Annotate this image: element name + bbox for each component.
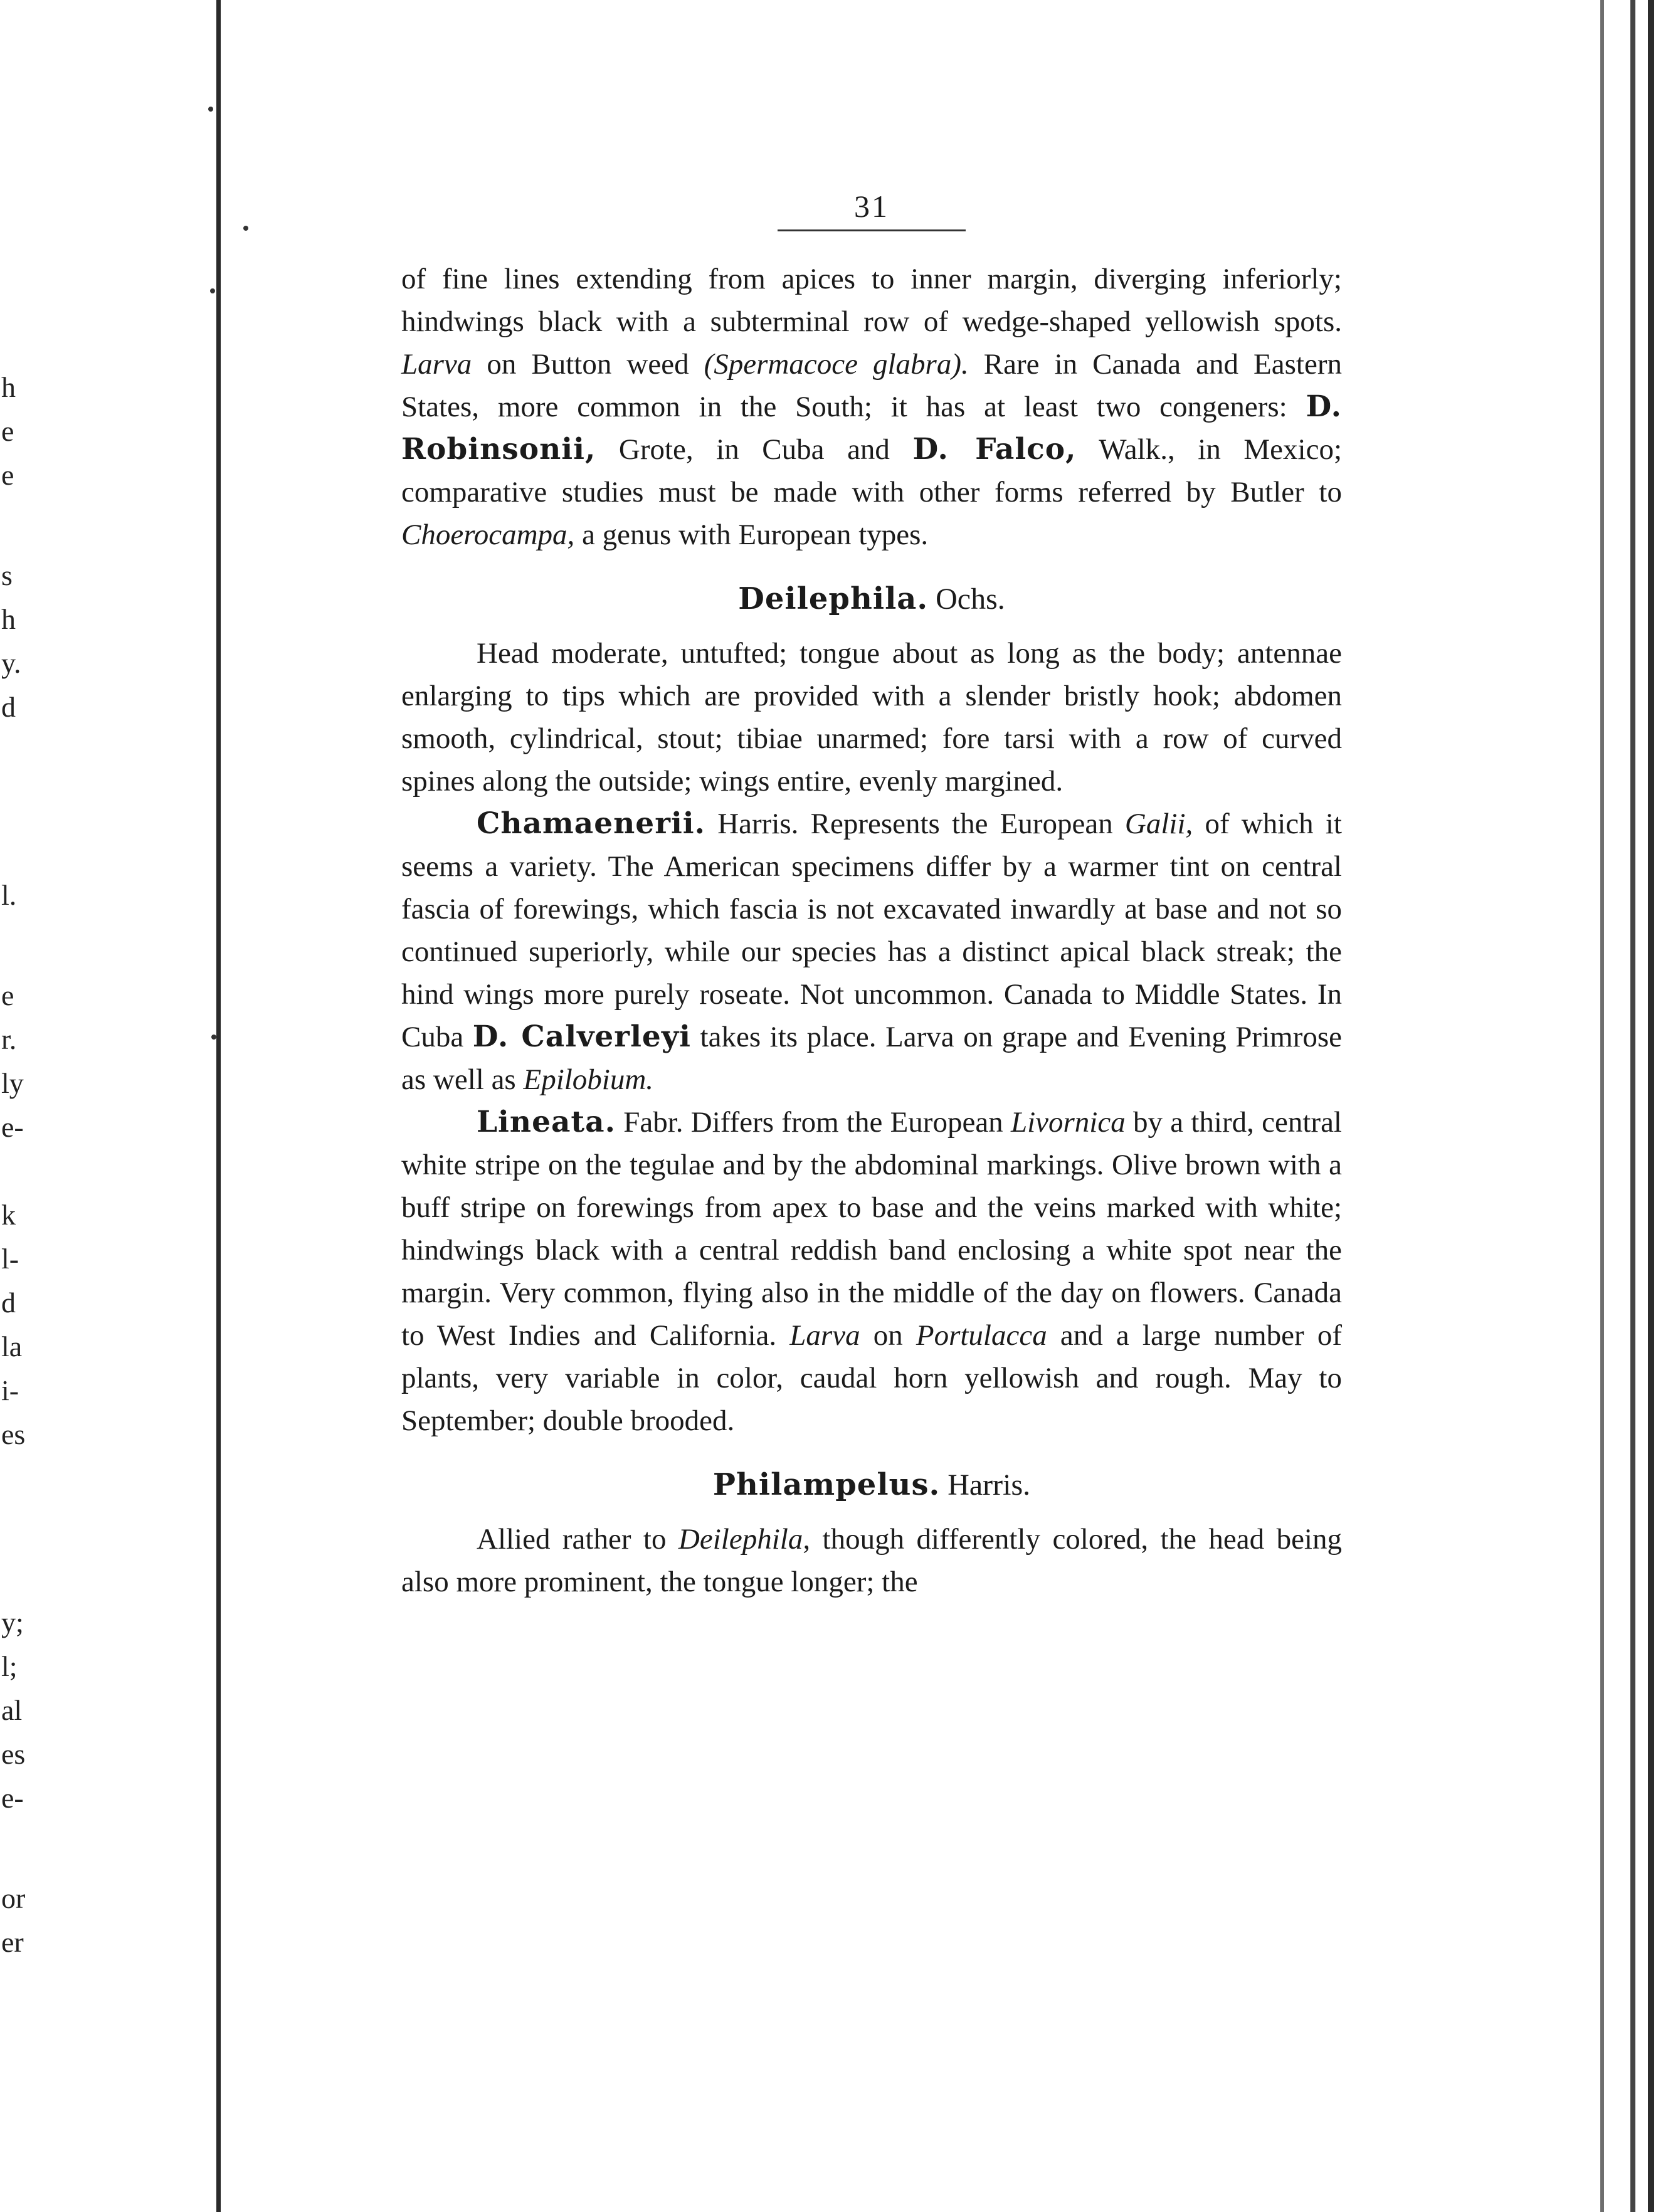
genus-heading-deilephila: Deilephila. Ochs.	[738, 581, 1005, 616]
margin-fragment: y.	[1, 647, 21, 679]
scan-speck	[210, 288, 215, 293]
margin-fragment: i-	[1, 1374, 19, 1406]
paragraph-continued: of fine lines extending from apices to inner margin, diverging inferiorly; hindwings black with a subterminal row of wedge-shaped yellowish spots. Larva on Button weed (Spermacoce glabra). Rare in Canada and Eastern States, more common in the South; it has at least two congeners: D. Robinsonii, Grote, in Cuba and D. Falco, Walk., in Mexico; comparative studies must be made with other forms referred by Butler to Choerocampa, a genus with European types.	[401, 263, 1342, 551]
genus-description-philampelus: Allied rather to Deilephila, though differently colored, the head being also more prominent, the tongue longer; the	[401, 1523, 1342, 1598]
scan-speck	[243, 226, 248, 231]
margin-fragment: ly	[1, 1067, 24, 1099]
genus-heading-philampelus: Philampelus. Harris.	[712, 1467, 1031, 1502]
margin-fragment: es	[1, 1738, 26, 1770]
margin-fragment: or	[1, 1882, 26, 1914]
species-entry-chamaenerii: Chamaenerii. Harris. Represents the European Galii, of which it seems a variety. The American specimens differ by a warmer tint on central fascia of forewings, which fascia is not excavated inwardly at base and not so continued superiorly, while our species has a distinct apical black streak; the hind wings more purely roseate. Not uncommon. Canada to Middle States. In Cuba D. Calverleyi takes its place. Larva on grape and Evening Primrose as well as Epilobium.	[401, 806, 1342, 1096]
margin-fragment: l-	[1, 1243, 19, 1275]
previous-page-margin	[0, 0, 219, 2212]
margin-fragment: er	[1, 1926, 24, 1958]
margin-fragment: e	[1, 459, 14, 491]
margin-fragment: r.	[1, 1023, 17, 1055]
page-text	[401, 258, 1342, 1603]
margin-fragment: h	[1, 603, 16, 635]
margin-fragment: al	[1, 1694, 23, 1726]
binding-gutter-line	[216, 0, 221, 2212]
margin-fragment: d	[1, 1287, 16, 1319]
margin-fragment: e	[1, 979, 14, 1011]
scan-speck	[211, 1035, 216, 1040]
margin-fragment: y;	[1, 1606, 24, 1638]
margin-fragment: l.	[1, 879, 17, 911]
margin-fragment: es	[1, 1418, 26, 1450]
species-name: D. Falco,	[912, 432, 1077, 466]
margin-fragment: e-	[1, 1782, 24, 1814]
margin-fragment: la	[1, 1330, 23, 1362]
margin-fragment: d	[1, 691, 16, 723]
margin-fragment: e	[1, 415, 14, 447]
page-edge-line	[1630, 0, 1635, 2212]
page-number: 31	[778, 188, 966, 231]
page-edge-line	[1600, 0, 1604, 2212]
margin-fragment: k	[1, 1199, 16, 1231]
book-page	[401, 188, 1342, 1603]
margin-fragment: h	[1, 371, 16, 403]
page-edge-line	[1648, 0, 1654, 2212]
page-edge	[1598, 0, 1673, 2212]
species-name: D. Robinsonii,	[401, 389, 1342, 466]
margin-fragment: s	[1, 559, 13, 591]
species-entry-lineata: Lineata. Fabr. Differs from the European Livornica by a third, central white stripe on the tegulae and by the abdominal markings. Olive brown with a buff stripe on forewings from apex to base and the veins marked with white; hindwings black with a central reddish band enclosing a white spot near the margin. Very common, flying also in the middle of the day on flowers. Canada to West Indies and California. Larva on Portulacca and a large number of plants, very variable in color, caudal horn yellowish and rough. May to September; double brooded.	[401, 1105, 1342, 1437]
genus-description: Head moderate, untufted; tongue about as long as the body; antennae enlarging to tips which are provided with a slender bristly hook; abdomen smooth, cylindrical, stout; tibiae unarmed; fore tarsi with a row of curved spines along the outside; wings entire, evenly margined.	[401, 637, 1342, 798]
margin-fragment: l;	[1, 1650, 18, 1682]
margin-fragment: e-	[1, 1111, 24, 1143]
scan-speck	[208, 107, 213, 112]
